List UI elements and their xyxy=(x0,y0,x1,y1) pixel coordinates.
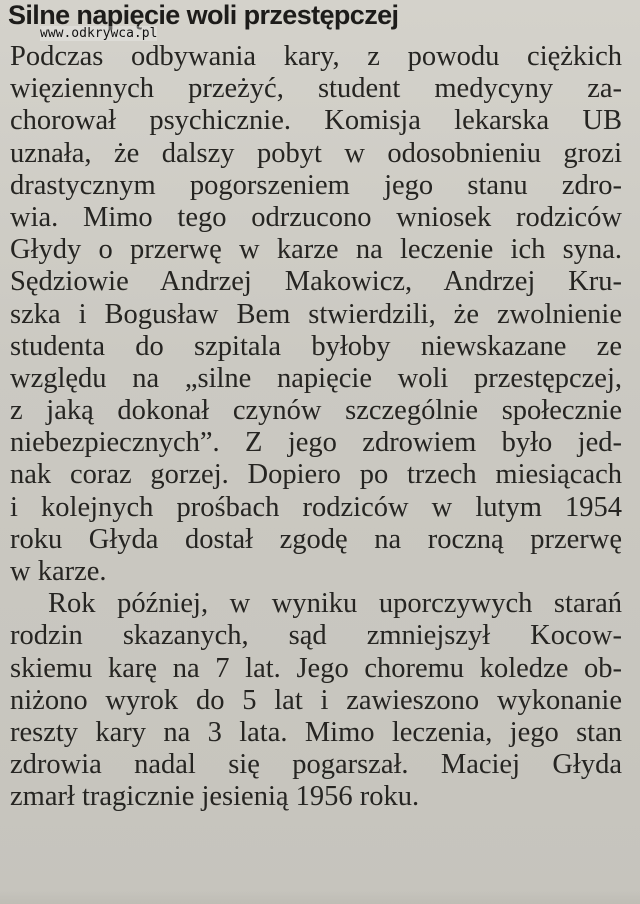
text-line: uznała, że dalszy pobyt w odosobnieniu grozi xyxy=(10,137,622,169)
text-line: reszty kary na 3 lata. Mimo leczenia, jego stan xyxy=(10,716,622,748)
text-line: drastycznym pogorszeniem jego stanu zdro- xyxy=(10,169,622,201)
text-line: wia. Mimo tego odrzucono wniosek rodziców xyxy=(10,201,622,233)
text-line: Sędziowie Andrzej Makowicz, Andrzej Kru- xyxy=(10,266,622,298)
article-body xyxy=(10,41,622,814)
text-line: roku Głyda dostał zgodę na roczną przerwę xyxy=(10,523,622,555)
text-line: Rok później, w wyniku uporczywych starań xyxy=(48,588,622,620)
page-edge-shadow xyxy=(0,890,640,904)
text-line: niżono wyrok do 5 lat i zawieszono wykonanie xyxy=(10,684,622,716)
text-line: względu na „silne napięcie woli przestępczej, xyxy=(10,362,622,394)
text-line: więziennych przeżyć, student medycyny za- xyxy=(10,73,622,105)
text-line: z jaką dokonał czynów szczególnie społecznie xyxy=(10,395,622,427)
text-line: nak coraz gorzej. Dopiero po trzech miesiącach xyxy=(10,459,622,491)
text-line: chorował psychicznie. Komisja lekarska UB xyxy=(10,105,622,137)
text-line: szka i Bogusław Bem stwierdzili, że zwolnienie xyxy=(10,298,622,330)
text-line: Głydy o przerwę w karze na leczenie ich syna. xyxy=(10,234,622,266)
text-line: skiemu karę na 7 lat. Jego choremu koledze ob- xyxy=(10,652,622,684)
text-line: studenta do szpitala byłoby niewskazane ze xyxy=(10,330,622,362)
text-line: i kolejnych prośbach rodziców w lutym 1954 xyxy=(10,491,622,523)
text-line: Podczas odbywania kary, z powodu ciężkich xyxy=(10,41,622,72)
text-line: niebezpiecznych”. Z jego zdrowiem było jed- xyxy=(10,427,622,459)
text-line: zmarł tragicznie jesienią 1956 roku. xyxy=(10,781,420,813)
text-line: rodzin skazanych, sąd zmniejszył Kocow- xyxy=(10,620,622,652)
paragraph-2 xyxy=(10,588,622,813)
watermark: www.odkrywca.pl xyxy=(40,26,158,41)
paragraph-1 xyxy=(10,41,622,588)
article-headline: Silne napięcie woli przestępczej xyxy=(8,0,399,30)
text-line: zdrowia nadal się pogarszał. Maciej Głyda xyxy=(10,749,622,781)
text-line: w karze. xyxy=(10,556,107,587)
